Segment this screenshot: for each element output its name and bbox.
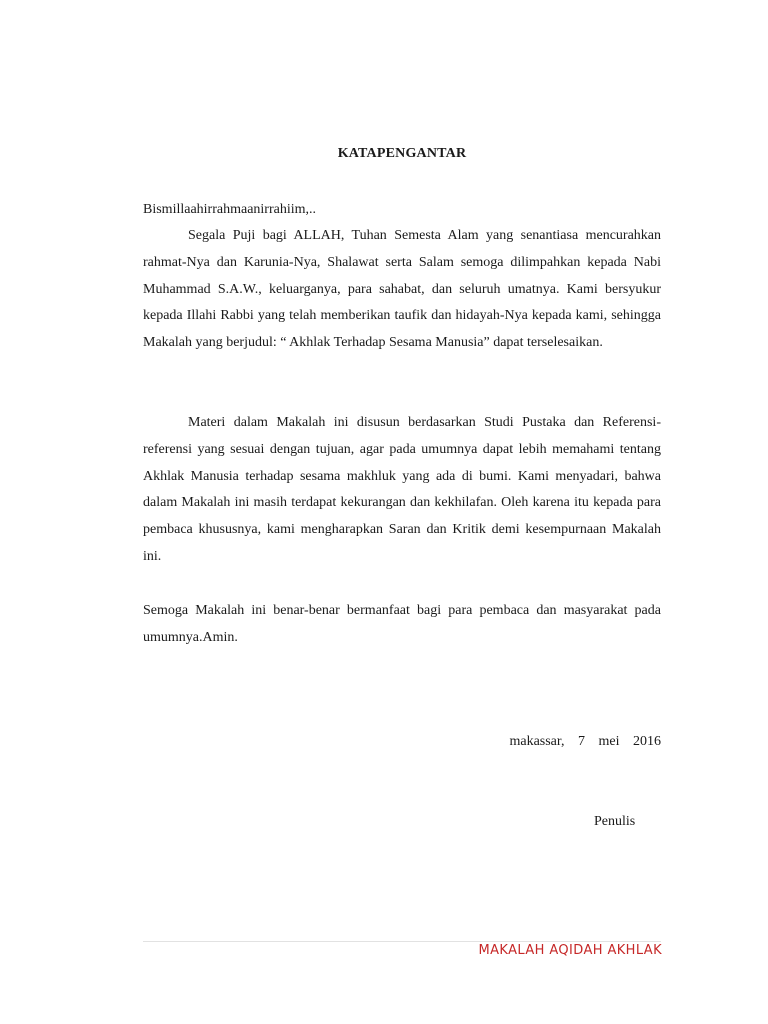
paragraph-closing: Semoga Makalah ini benar-benar bermanfaat bagi para pembaca dan masyarakat pada umumnya.Amin.: [143, 603, 661, 645]
author-signature: Penulis: [594, 814, 636, 829]
paragraph-material: Materi dalam Makalah ini disusun berdasarkan Studi Pustaka dan Referensi-referensi yang sesuai dengan tujuan, agar pada umumnya dapat lebih memahami tentang Akhlak Manusia terhadap sesama makhluk yang ada di bumi. Kami menyadari, bahwa dalam Makalah ini masih terdapat kekurangan dan kekhilafan. Oleh karena itu kepada para pembaca khususnya, kami mengharapkan Saran dan Kritik demi kesempurnaan Makalah ini.: [143, 415, 661, 564]
paragraph-intro: Segala Puji bagi ALLAH, Tuhan Semesta Alam yang senantiasa mencurahkan rahmat-Nya dan Karunia-Nya, Shalawat serta Salam semoga dilimpahkan kepada Nabi Muhammad S.A.W., keluarganya, para sahabat, dan seluruh umatnya. Kami bersyukur kepada Illahi Rabbi yang telah memberikan taufik dan hidayah-Nya kepada kami, sehingga Makalah yang berjudul: “ Akhlak Terhadap Sesama Manusia” dapat terselesaikan.: [143, 228, 661, 351]
footer-divider: [143, 941, 661, 942]
footer-label: MAKALAH AQIDAH AKHLAK: [478, 943, 662, 958]
page-title: KATAPENGANTAR: [337, 146, 467, 161]
salutation: Bismillaahirrahmaanirrahiim,..: [143, 202, 317, 217]
date-line: makassar, 7 mei 2016: [509, 734, 661, 749]
